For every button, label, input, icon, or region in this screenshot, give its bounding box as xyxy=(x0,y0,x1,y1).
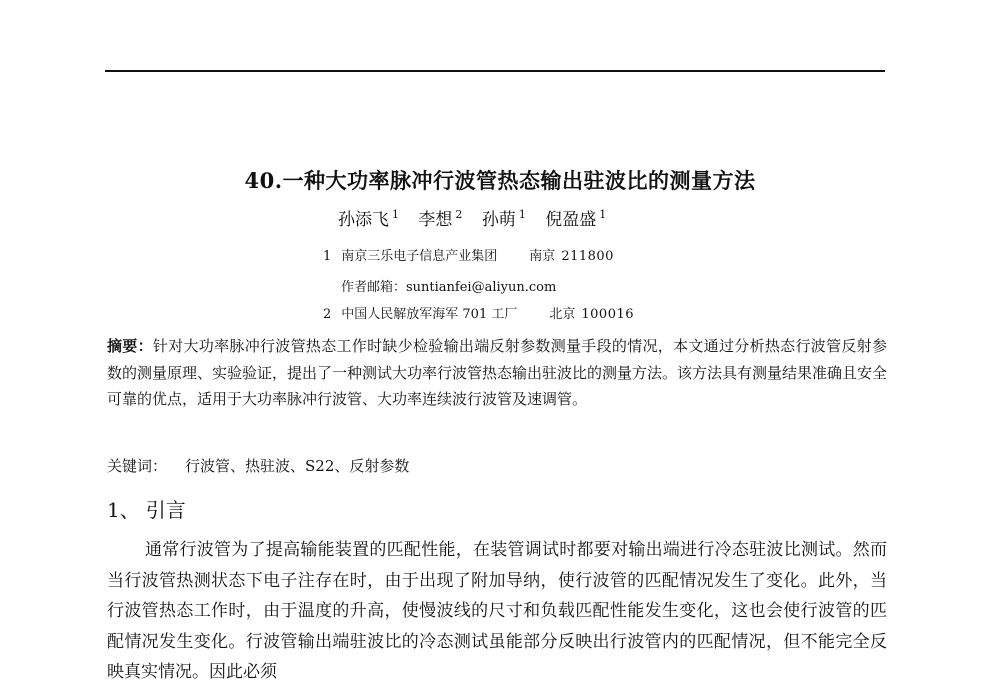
author-affiliation-mark: 1 xyxy=(392,208,399,222)
keywords xyxy=(107,455,409,476)
author-name: 孙萌 xyxy=(481,210,516,230)
abstract xyxy=(107,333,887,413)
author xyxy=(418,210,462,230)
section-number: 1、 xyxy=(107,498,140,522)
affiliation-1 xyxy=(323,245,614,264)
affiliation-number: 2 xyxy=(323,307,332,322)
affiliation-name: 中国人民解放军海军 701 工厂 xyxy=(341,307,518,322)
affiliation-zip: 100016 xyxy=(581,307,635,322)
author-name: 倪盈盛 xyxy=(545,210,597,230)
header-rule xyxy=(105,70,885,72)
section-heading xyxy=(107,494,186,523)
author xyxy=(338,210,399,230)
author xyxy=(545,210,606,230)
abstract-text: 针对大功率脉冲行波管热态工作时缺少检验输出端反射参数测量手段的情况，本文通过分析热态行波管反射参数的测量原理、实验验证，提出了一种测试大功率行波管热态输出驻波比的测量方法。该方法具有测量结果准确且安全可靠的优点，适用于大功率脉冲行波管、大功率连续波行波管及速调管。 xyxy=(107,337,888,408)
affiliation-city: 北京 xyxy=(549,307,576,322)
affiliation-name: 南京三乐电子信息产业集团 xyxy=(341,249,498,264)
author-affiliation-mark: 2 xyxy=(455,208,463,222)
author-name: 孙添飞 xyxy=(338,210,389,230)
author-affiliation-mark: 1 xyxy=(518,208,526,222)
author-email: 作者邮箱：suntianfei@aliyun.com xyxy=(341,280,557,295)
affiliation-zip: 211800 xyxy=(561,249,614,264)
keywords-label: 关键词： xyxy=(107,457,168,475)
affiliation-city: 南京 xyxy=(529,249,556,264)
paper-title: 40.一种大功率脉冲行波管热态输出驻波比的测量方法 xyxy=(244,168,756,193)
keywords-text: 行波管、热驻波、S22、反射参数 xyxy=(185,457,410,475)
section-paragraph: 通常行波管为了提高输能装置的匹配性能，在装管调试时都要对输出端进行冷态驻波比测试。然而当行波管热测状态下电子注存在时，由于出现了附加导纳，使行波管的匹配情况发生了变化。此外，当行波管热态工作时，由于温度的升高，使慢波线的尺寸和负载匹配性能发生变化，这也会使行波管的匹配情况发生变化。行波管输出端驻波比的冷态测试虽能部分反映出行波管内的匹配情况，但不能完全反映真实情况。因此必须 xyxy=(107,540,887,682)
author-list xyxy=(338,205,620,230)
affiliation-number: 1 xyxy=(323,249,332,264)
author-affiliation-mark: 1 xyxy=(599,208,607,222)
abstract-label: 摘要： xyxy=(107,337,153,355)
section-title: 引言 xyxy=(145,498,186,522)
author xyxy=(482,210,526,230)
affiliation-2 xyxy=(323,303,634,322)
author-name: 李想 xyxy=(418,210,453,230)
